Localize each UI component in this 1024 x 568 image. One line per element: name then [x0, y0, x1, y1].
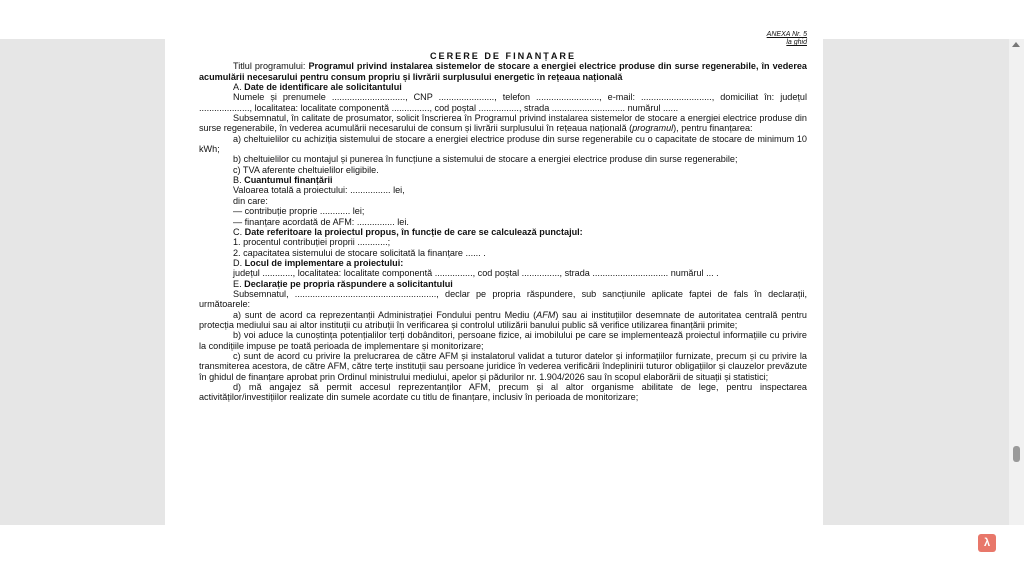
document-title: CERERE DE FINANȚARE [429, 51, 577, 61]
program-title-paragraph [199, 61, 807, 82]
section-c-heading [199, 227, 807, 237]
declaration-a [199, 310, 807, 331]
section-c-title: Date referitoare la proiectul propus, în funcție de care se calculează punctajul: [244, 226, 583, 237]
identification-paragraph: Numele și prenumele ............................., CNP ......................, telefon ........................., e-mail: ............................, domiciliat în: județul ...................., localitatea: localitate componentă ..............., cod poștal ................, strada ............................. numărul ...... [199, 92, 807, 113]
section-c-prefix: C. [233, 226, 245, 237]
item-c: c) TVA aferente cheltuielilor eligibile. [233, 164, 379, 175]
subsemnatul-text-2: ), pentru finanțarea: [673, 123, 753, 134]
program-title: Programul privind instalarea sistemelor de stocare a energiei electrice produse din surse regenerabile, în vederea acumulării necesarului pentru consum propriu și livrării surplusului energetic în rețeaua națională [199, 61, 807, 82]
declaration-c: c) sunt de acord cu privire la prelucrarea de către AFM și instalatorul validat a tuturor datelor și informațiilor furnizate, precum și cu privire la transmiterea acestora, de către AFM, către terțe instituții sau persoane juridice în vederea verificării îndeplinirii tuturor obligațiilor și clauzelor prevăzute în ghidul de finanțare aprobat prin Ordinul ministrului mediului, apelor și pădurilor nr. 1.904/2026 sau în scopul elaborării de situații și statistici; [199, 350, 807, 382]
item-b: b) cheltuielilor cu montajul și punerea în funcțiune a sistemului de stocare a energiei electrice produse din surse regenerabile; [233, 154, 738, 165]
section-e-title: Declarație pe propria răspundere a solicitantului [244, 278, 453, 289]
contributie-line: — contribuție proprie ............ lei; [233, 206, 365, 217]
pdf-acrobat-icon[interactable]: λ [978, 534, 996, 552]
scrollbar-thumb[interactable] [1013, 446, 1020, 462]
subsemnatul-paragraph [199, 113, 807, 134]
programul-term: programul [632, 123, 674, 134]
c1-line: 1. procentul contribuției proprii ............; [233, 237, 391, 248]
declaration-intro: Subsemnatul, ........................................................, declar pe propria răspundere, sub sancțiunile aplicate faptei de fals în declarații, următoarele: [199, 288, 807, 310]
item-a: a) cheltuielilor cu achiziția sistemului de stocare a energiei electrice produse din surse regenerabile cu o capacitate de stocare de minimum 10 kWh; [199, 133, 807, 155]
annex-sub-label: la ghid [786, 39, 807, 46]
section-e-prefix: E. [233, 278, 245, 289]
declaration-a-text-2: ) sau ai instituțiilor desemnate de autoritatea centrală pentru protecția mediului sau ai altor instituții cu atribuții în verificarea și controlul utilizării banului public să verifice utilizarea finanțării primite; [199, 309, 807, 330]
section-d-prefix: D. [233, 257, 245, 268]
section-a-title: Date de identificare ale solicitantului [244, 82, 402, 93]
din-care-line: din care: [233, 195, 268, 206]
subsemnatul-text-1: Subsemnatul, în calitate de prosumator, solicit înscrierea în Programul privind instalarea sistemelor de stocare a energiei electrice produse din surse regenerabile, în vederea acumulării necesarului de consum și livrării surplusului în rețeaua națională ( [199, 113, 807, 134]
declaration-d: d) mă angajez să permit accesul reprezentanților AFM, precum și al altor organisme abilitate de lege, pentru inspectarea activităților/investițiilor realizate din sumele acordate cu titlu de finanțare, inclusiv în perioada de monitorizare; [199, 382, 807, 403]
location-line: județul ............, localitatea: localitate componentă ..............., cod poștal ..............., strada .............................. numărul ... . [233, 268, 719, 279]
afm-term: AFM [536, 309, 556, 320]
section-e-heading [199, 279, 807, 289]
pdf-page [165, 31, 823, 531]
page-content [199, 31, 807, 403]
total-value-line: Valoarea totală a proiectului: ................ lei, [233, 185, 405, 196]
declaration-a-text-1: a) sunt de acord ca reprezentanții Administrației Fondului pentru Mediu ( [233, 309, 537, 320]
declaration-b: b) voi aduce la cunoștința potențialilor terți dobânditori, persoane fizice, ai imobilului pe care se implementează proiectul informațiile cu privire la condițiile impuse pe toată perioada de implementare și monitorizare; [199, 330, 807, 351]
vertical-scrollbar[interactable] [1009, 39, 1024, 525]
section-b-prefix: B. [233, 175, 245, 186]
document-viewer[interactable] [0, 31, 1009, 549]
section-a-prefix: A. [233, 82, 245, 93]
finantare-line: — finanțare acordată de AFM: ............... lei. [233, 216, 409, 227]
c2-line: 2. capacitatea sistemului de stocare solicitată la finanțare ...... . [233, 247, 486, 258]
program-prefix: Titlul programului: [233, 61, 309, 72]
section-b-title: Cuantumul finanțării [244, 175, 333, 186]
annex-label: ANEXA Nr. 5 [766, 31, 807, 38]
section-d-title: Locul de implementare a proiectului: [244, 257, 404, 268]
section-b-heading [199, 175, 807, 185]
section-d-heading [199, 258, 807, 268]
section-a-heading [199, 82, 807, 92]
chevron-up-icon[interactable] [1012, 42, 1020, 47]
